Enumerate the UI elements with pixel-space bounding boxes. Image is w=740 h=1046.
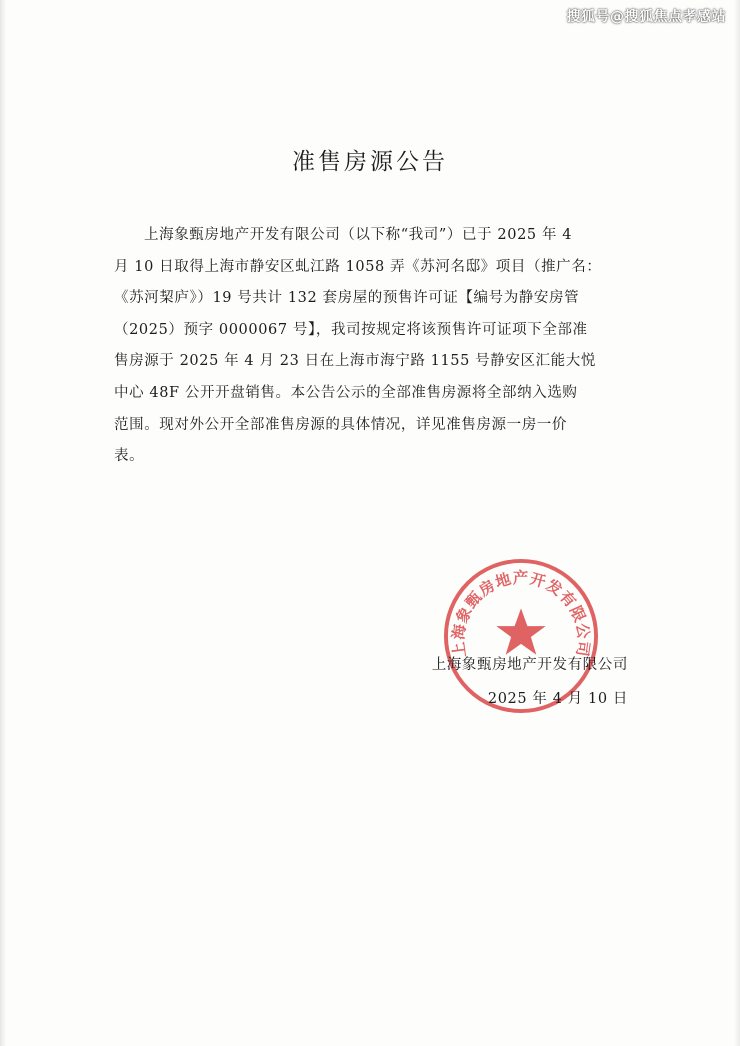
paragraph-line: 《苏河栔庐》）19 号共计 132 套房屋的预售许可证【编号为静安房管	[114, 290, 580, 307]
signature-date: 2025 年 4 月 10 日	[487, 691, 628, 707]
paragraph-line: 表。	[114, 448, 145, 465]
paragraph-line: （2025）预字 0000067 号】，我司按规定将该预售许可证项下全部准	[114, 321, 588, 338]
notice-paragraph	[114, 220, 634, 473]
signature-company: 上海象甄房地产开发有限公司	[431, 657, 628, 673]
paragraph-line: 上海象甄房地产开发有限公司（以下称“我司”）已于 2025 年 4	[144, 227, 573, 243]
page-title: 准售房源公告	[292, 149, 448, 175]
paragraph-line: 中心 48F 公开开盘销售。本公告公示的全部准售房源将全部纳入选购	[114, 384, 578, 401]
paragraph-line: 月 10 日取得上海市静安区虬江路 1058 弄《苏河名邸》项目（推广名：	[114, 258, 602, 275]
paragraph-line: 范围。现对外公开全部准售房源的具体情况，详见准售房源一房一价	[114, 416, 567, 433]
signature-block	[432, 648, 628, 716]
seal-arc-text: 上海象甄房地产开发有限公司	[449, 569, 593, 659]
paragraph-line: 售房源于 2025 年 4 月 23 日在上海市海宁路 1155 号静安区汇能大悦	[114, 353, 596, 370]
watermark: 搜狐号@搜狐焦点孝感站	[566, 9, 726, 25]
